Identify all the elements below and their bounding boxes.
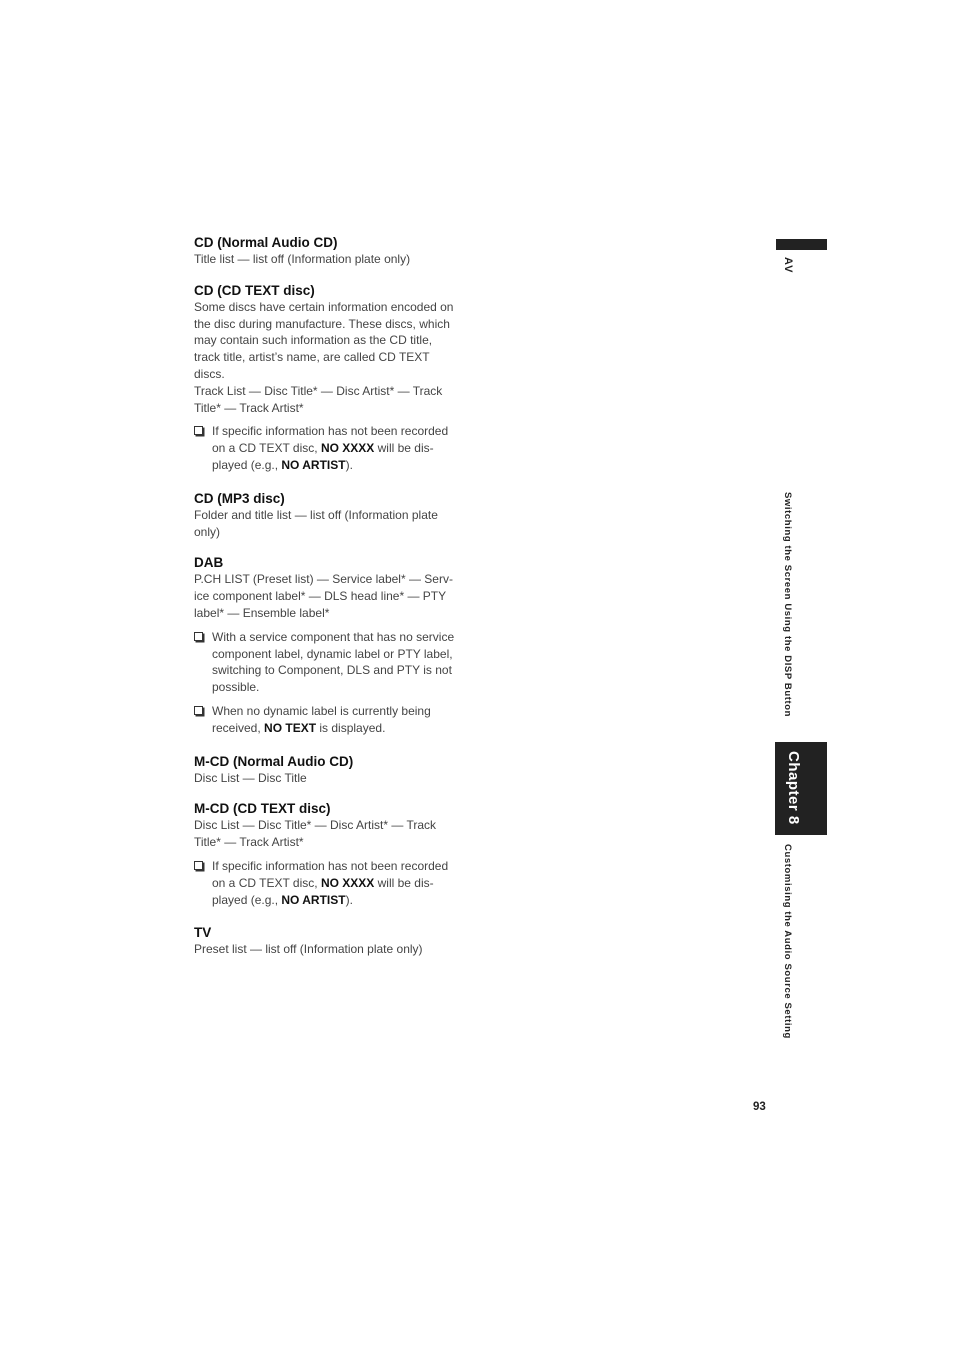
body-line: label* — Ensemble label*: [194, 605, 330, 620]
section-mcd-normal: [194, 753, 470, 787]
display-message: NO XXXX: [320, 875, 375, 890]
body-line: Title* — Track Artist*: [194, 400, 304, 415]
note-line: If specific information has not been recorded: [212, 424, 449, 439]
section-heading: CD (CD TEXT disc): [194, 282, 315, 298]
section-dab: [194, 554, 470, 736]
body-line: Disc List — Disc Title* — Disc Artist* — Track: [194, 818, 437, 833]
section-cd-text: [194, 282, 470, 474]
body-line: Preset list — list off (Information plate only): [194, 942, 423, 957]
note-line: received, NO TEXT is displayed.: [212, 720, 386, 735]
section-tv: [194, 924, 470, 958]
av-label: AV: [782, 257, 794, 274]
note-line: on a CD TEXT disc, NO XXXX will be dis-: [212, 875, 434, 890]
note-line: on a CD TEXT disc, NO XXXX will be dis-: [212, 441, 434, 456]
page-number: 93: [753, 1101, 766, 1113]
checkbox-bullet-icon: [194, 861, 203, 870]
section-cd-mp3: [194, 490, 470, 541]
body-line: track title, artist’s name, are called CD TEXT: [194, 350, 430, 365]
body-line: P.CH LIST (Preset list) — Service label* — Serv-: [194, 572, 453, 587]
checkbox-bullet-icon: [194, 426, 203, 435]
note-line: switching to Component, DLS and PTY is not: [212, 663, 452, 678]
display-message: NO XXXX: [320, 441, 375, 456]
section-heading: M-CD (CD TEXT disc): [194, 801, 331, 817]
body-line: ice component label* — DLS head line* — PTY: [194, 589, 447, 604]
section-cd-normal: [194, 234, 470, 268]
body-line: Folder and title list — list off (Information plate: [194, 507, 438, 522]
note-item: [194, 423, 470, 473]
body-line: only): [194, 524, 221, 539]
note-line: played (e.g., NO ARTIST).: [212, 892, 353, 907]
display-message: NO TEXT: [264, 720, 317, 735]
note-line: played (e.g., NO ARTIST).: [212, 457, 353, 472]
chapter-label: Chapter 8: [785, 751, 802, 825]
body-line: Track List — Disc Title* — Disc Artist* — Track: [194, 383, 443, 398]
body-line: Title* — Track Artist*: [194, 835, 304, 850]
section-heading: TV: [194, 925, 212, 941]
body-line: Some discs have certain information encoded on: [194, 299, 454, 314]
section-mcd-text: [194, 800, 470, 908]
section-title-vertical: Switching the Screen Using the DISP Button: [782, 492, 793, 718]
note-item: [194, 703, 470, 737]
body-line: Disc List — Disc Title: [194, 770, 307, 785]
checkbox-bullet-icon: [194, 706, 203, 715]
body-line: the disc during manufacture. These discs, which: [194, 316, 450, 331]
section-heading: CD (Normal Audio CD): [194, 235, 338, 250]
note-line: possible.: [212, 680, 260, 695]
chapter-tab: [775, 742, 827, 835]
tab-marker-bar: [776, 239, 827, 250]
note-item: [194, 629, 470, 696]
section-heading: CD (MP3 disc): [194, 490, 285, 506]
main-content: [194, 234, 470, 958]
section-heading: M-CD (Normal Audio CD): [194, 753, 354, 769]
section-heading: DAB: [194, 555, 224, 571]
display-message: NO ARTIST: [281, 457, 346, 472]
body-line: Title list — list off (Information plate only): [194, 252, 411, 266]
display-message: NO ARTIST: [281, 892, 346, 907]
note-line: component label, dynamic label or PTY label,: [212, 646, 453, 661]
body-line: discs.: [194, 366, 225, 381]
note-line: When no dynamic label is currently being: [212, 703, 431, 718]
checkbox-bullet-icon: [194, 632, 203, 641]
note-line: With a service component that has no service: [212, 629, 455, 644]
note-item: [194, 858, 470, 908]
chapter-title-vertical: Customising the Audio Source Setting: [782, 844, 793, 1039]
body-line: may contain such information as the CD title,: [194, 333, 433, 348]
note-line: If specific information has not been recorded: [212, 858, 449, 873]
